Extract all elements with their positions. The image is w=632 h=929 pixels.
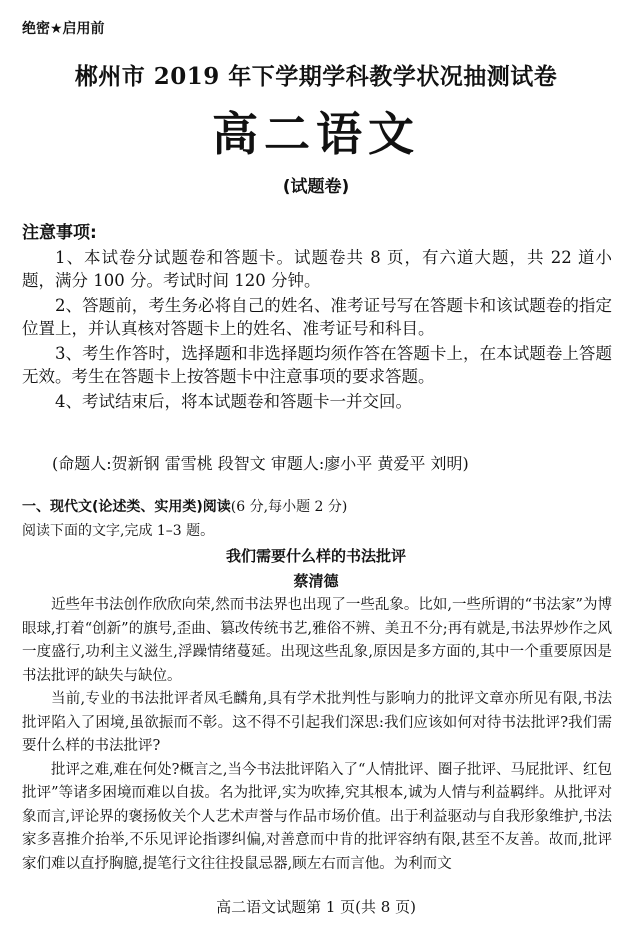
notice-list xyxy=(22,246,612,415)
notice-item: 3、考生作答时，选择题和非选择题均须作答在答题卡上，在本试题卷上答题无效。考生在答题卡上按答题卡中注意事项的要求答题。 xyxy=(22,344,612,386)
section-heading xyxy=(22,496,347,516)
article-author: 蔡清德 xyxy=(293,572,339,590)
authors-line: (命题人:贺新钢 雷雪桃 段智文 审题人:廖小平 黄爱平 刘明) xyxy=(52,454,469,473)
exam-subtitle: 郴州市 2019 年下学期学科教学状况抽测试卷 xyxy=(74,63,558,90)
article-paragraph: 当前,专业的书法批评者凤毛麟角,具有学术批判性与影响力的批评文章亦所见有限,书法批评陷入了困境,虽欲振而不彰。这不得不引起我们深思:我们应该如何对待书法批评?我们需要什么样的书法批评? xyxy=(22,691,612,754)
article-body xyxy=(22,594,612,876)
confidential-mark: 绝密★启用前 xyxy=(22,21,105,37)
page-footer: 高二语文试题第 1 页(共 8 页) xyxy=(216,898,416,916)
article-title: 我们需要什么样的书法批评 xyxy=(225,547,406,565)
page-title: 高二语文 xyxy=(212,107,420,161)
notice-heading: 注意事项: xyxy=(22,223,97,243)
notice-item: 2、答题前，考生务必将自己的姓名、准考证号写在答题卡和该试题卷的指定位置上，并认真核对答题卡上的姓名、准考证号和科目。 xyxy=(22,296,612,338)
notice-item: 4、考试结束后，将本试题卷和答题卡一并交回。 xyxy=(55,392,412,411)
section-instruction: 阅读下面的文字,完成 1–3 题。 xyxy=(22,523,215,539)
paper-type: (试题卷) xyxy=(282,177,350,197)
section-title: 一、现代文(论述类、实用类)阅读 xyxy=(22,499,231,515)
section-score: (6 分,每小题 2 分) xyxy=(230,499,348,515)
article-paragraph: 近些年书法创作欣欣向荣,然而书法界也出现了一些乱象。比如,一些所谓的“书法家”为博眼球,打着“创新”的旗号,歪曲、篡改传统书艺,雅俗不辨、美丑不分;再有就是,书法界炒作之风一度盛行,功利主义滋生,浮躁情绪蔓延。出现这些乱象,原因是多方面的,其中一个重要原因是书法批评的缺失与缺位。 xyxy=(22,597,612,684)
article-paragraph: 批评之难,难在何处?概言之,当今书法批评陷入了“人情批评、圈子批评、马屁批评、红包批评”等诸多困境而难以自拔。名为批评,实为吹捧,究其根本,诚为人情与利益羁绊。从批评对象而言,评论界的褒扬攸关个人艺术声誉与作品市场价值。出于利益驱动与自我形象维护,书法家多喜推介抬举,不乐见评论指谬纠偏,对善意而中肯的批评容纳有限,甚至不友善。故而,批评家们难以直抒胸臆,提笔行文往往投鼠忌器,顾左右而言他。为利而文 xyxy=(22,761,612,872)
notice-item: 1、本试卷分试题卷和答题卡。试题卷共 8 页，有六道大题，共 22 道小题，满分 100 分。考试时间 120 分钟。 xyxy=(22,248,612,290)
